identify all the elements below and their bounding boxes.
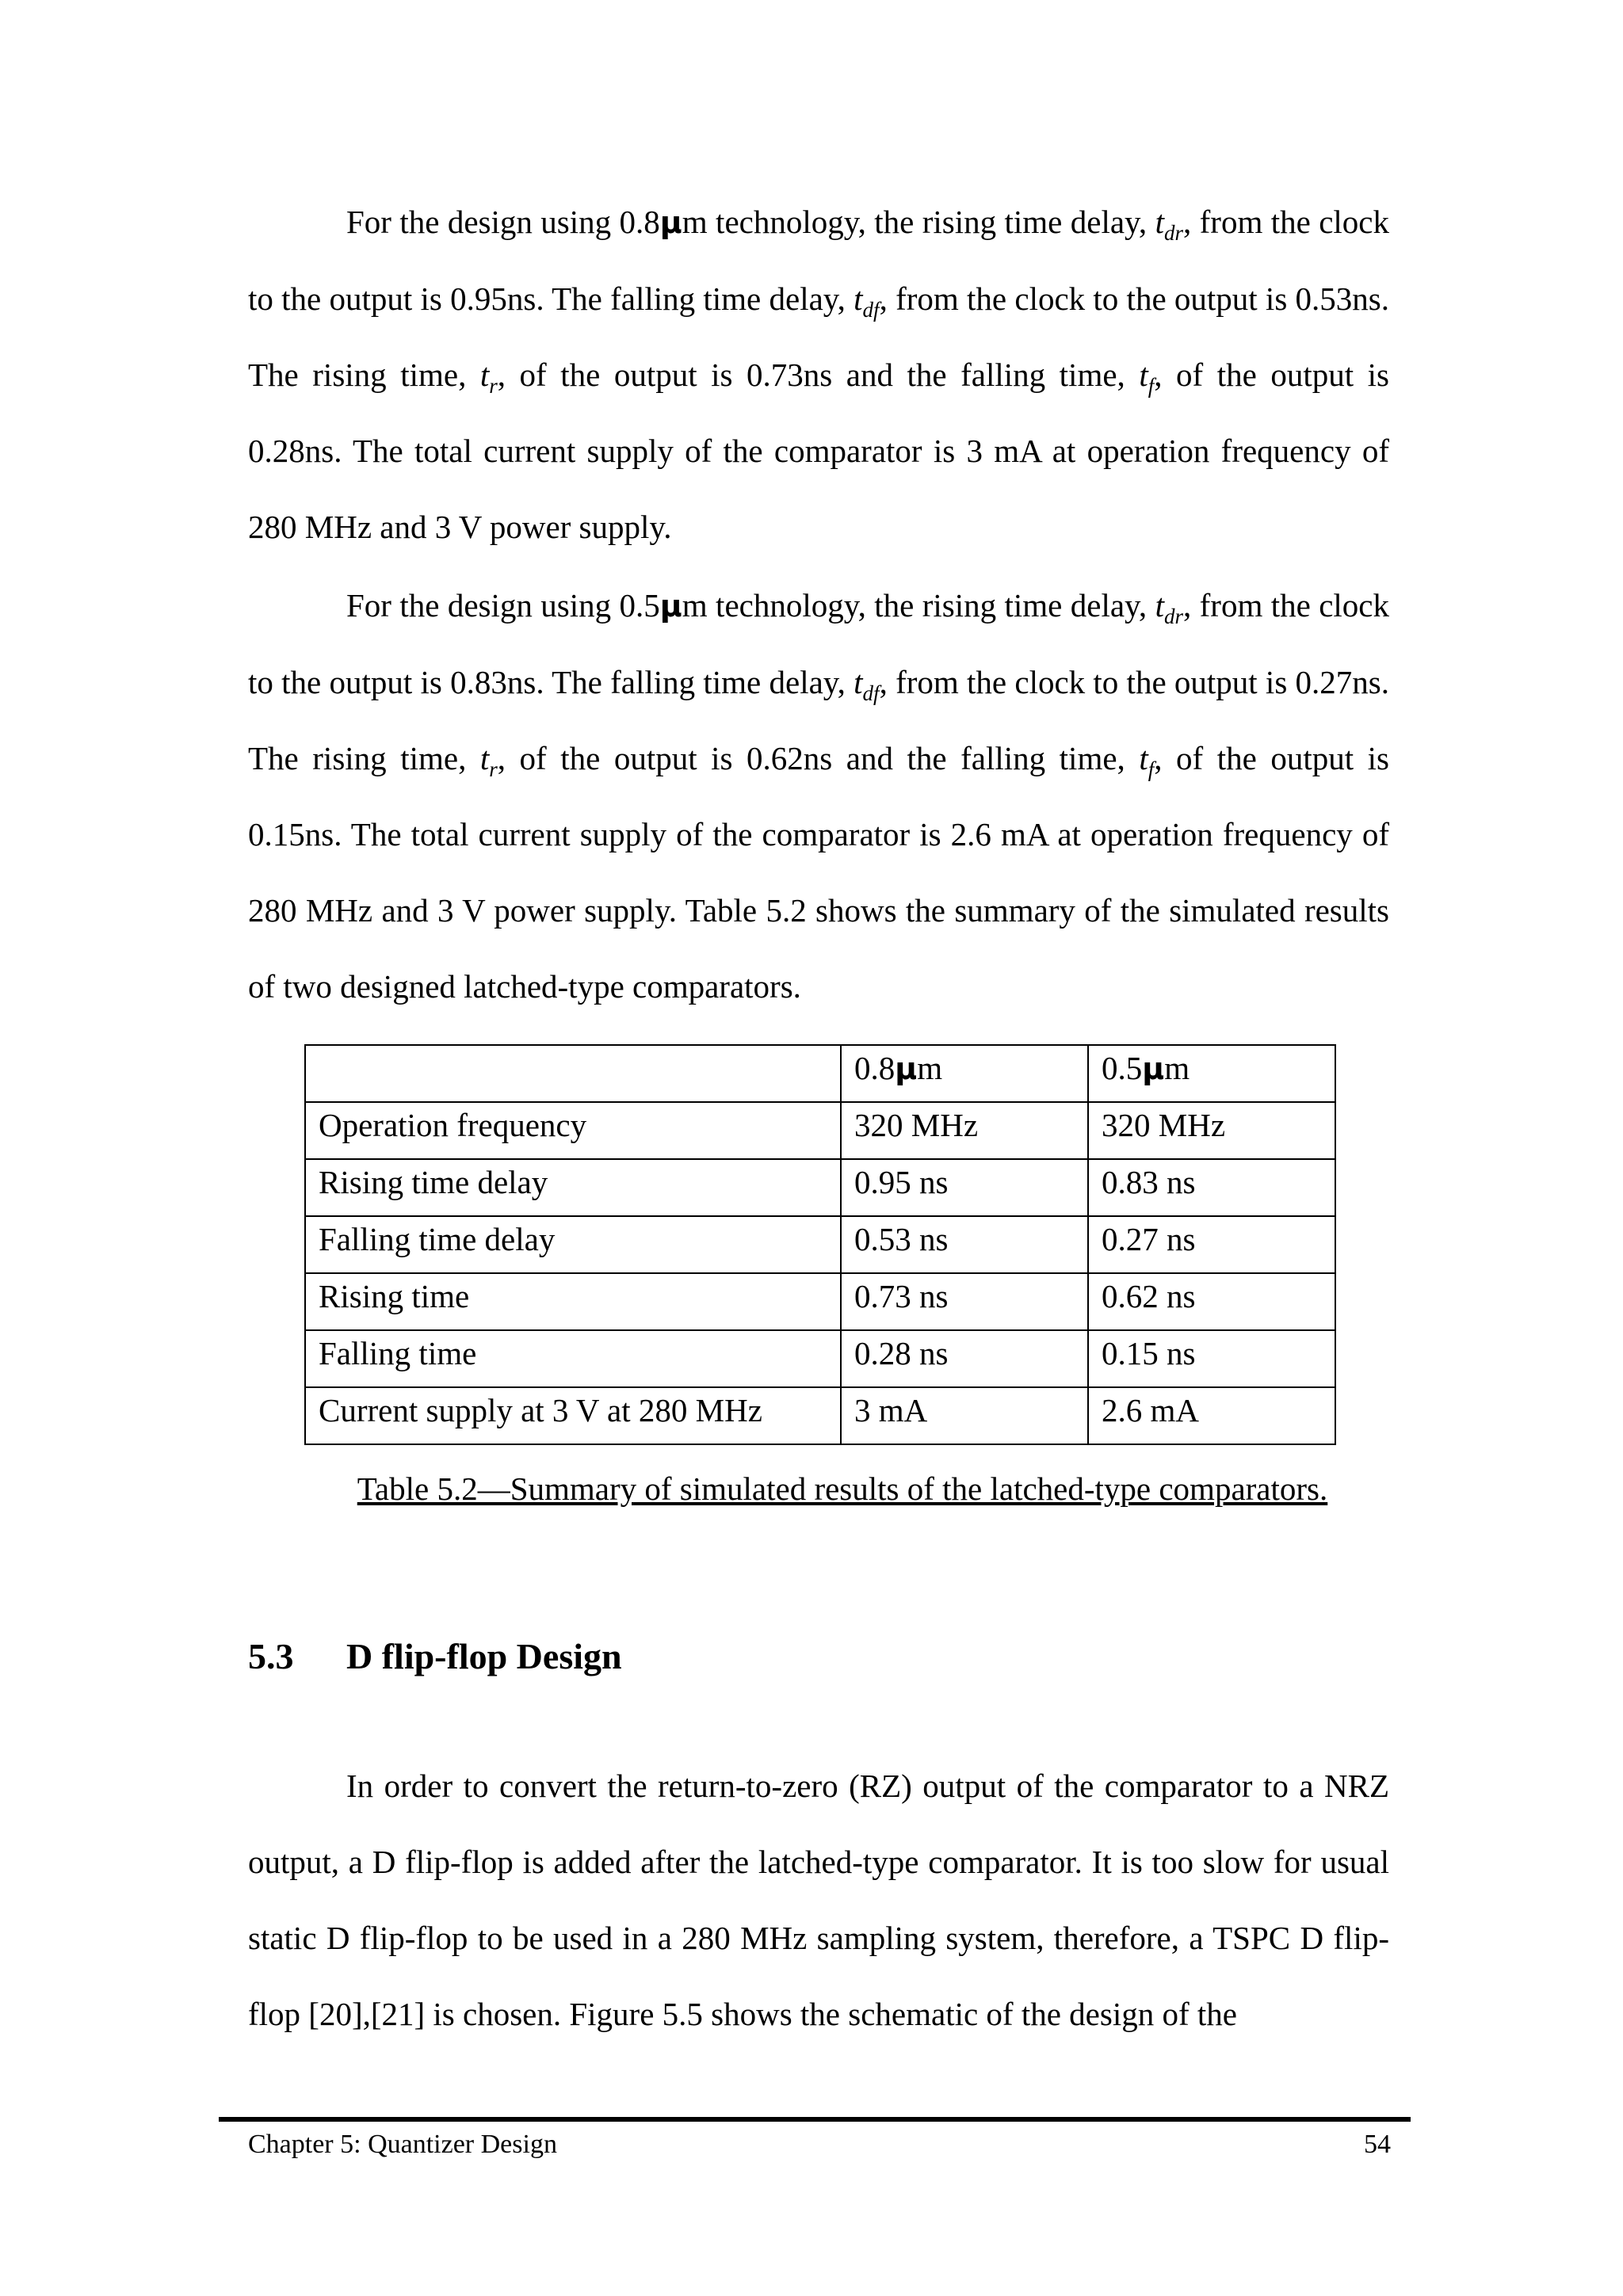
- paragraph-1: [248, 184, 1389, 565]
- footer-rule: [219, 2117, 1411, 2122]
- table-row: [305, 1387, 1335, 1444]
- text-span: , from the clock to the output is 0.95ns. The falling time delay,: [248, 204, 1390, 317]
- table-row: [305, 1216, 1335, 1273]
- cell-value: 0.83 ns: [1088, 1159, 1335, 1216]
- text-span: , of the output is 0.28ns. The total current supply of the comparator is 3 mA at operation frequency of 280 MHz and 3 V power supply.: [248, 357, 1389, 545]
- cell-value: 0.15 ns: [1088, 1330, 1335, 1387]
- section-heading: [248, 1635, 622, 1677]
- variable-t: t: [854, 664, 863, 700]
- cell-value: 0.95 ns: [841, 1159, 1088, 1216]
- variable-t: t: [479, 357, 490, 393]
- mu-symbol: µ: [659, 205, 682, 240]
- cell-value: 320 MHz: [841, 1102, 1088, 1159]
- text-span: , of the output is 0.73ns and the falling time,: [497, 357, 1140, 393]
- row-label: Current supply at 3 V at 280 MHz: [305, 1387, 841, 1444]
- section-title: D flip-flop Design: [346, 1636, 622, 1676]
- text-span: , from the clock to the output is 0.83ns. The falling time delay,: [248, 587, 1390, 700]
- subscript-f: f: [1148, 374, 1155, 398]
- cell-value: 3 mA: [841, 1387, 1088, 1444]
- subscript-f: f: [1148, 757, 1155, 781]
- section-number: 5.3: [248, 1636, 294, 1676]
- header-text: 0.8: [854, 1050, 896, 1086]
- cell-value: 320 MHz: [1088, 1102, 1335, 1159]
- variable-t: t: [1139, 740, 1148, 776]
- text-span: , of the output is 0.62ns and the falling time,: [497, 740, 1140, 776]
- subscript-df: df: [862, 681, 880, 705]
- table-header-row: [305, 1045, 1335, 1102]
- page-number: 54: [1364, 2130, 1391, 2159]
- cell-value: 0.53 ns: [841, 1216, 1088, 1273]
- subscript-df: df: [862, 298, 880, 322]
- subscript-dr: dr: [1163, 605, 1183, 628]
- header-cell-empty: [305, 1045, 841, 1102]
- text-span: For the design using 0.5: [346, 587, 660, 624]
- mu-symbol: µ: [895, 1051, 918, 1086]
- header-cell-0-5um: [1088, 1045, 1335, 1102]
- text-span: m technology, the rising time delay,: [682, 204, 1155, 240]
- variable-t: t: [479, 740, 490, 776]
- mu-symbol: µ: [659, 589, 682, 624]
- table-row: [305, 1159, 1335, 1216]
- table-row: [305, 1102, 1335, 1159]
- variable-t: t: [1155, 204, 1164, 240]
- header-text: m: [917, 1050, 943, 1086]
- subscript-r: r: [489, 374, 498, 398]
- variable-t: t: [1155, 587, 1164, 624]
- results-table: [304, 1044, 1336, 1445]
- table-row: [305, 1330, 1335, 1387]
- cell-value: 2.6 mA: [1088, 1387, 1335, 1444]
- variable-t: t: [854, 280, 863, 317]
- header-text: m: [1164, 1050, 1190, 1086]
- row-label: Operation frequency: [305, 1102, 841, 1159]
- subscript-dr: dr: [1163, 221, 1183, 245]
- row-label: Falling time: [305, 1330, 841, 1387]
- cell-value: 0.73 ns: [841, 1273, 1088, 1330]
- text-span: m technology, the rising time delay,: [682, 587, 1155, 624]
- paragraph-3: [248, 1748, 1389, 2052]
- cell-value: 0.62 ns: [1088, 1273, 1335, 1330]
- table-row: [305, 1273, 1335, 1330]
- text-span: For the design using 0.8: [346, 204, 660, 240]
- header-cell-0-8um: [841, 1045, 1088, 1102]
- table-caption: Table 5.2—Summary of simulated results of the latched-type comparators.: [357, 1470, 1328, 1507]
- subscript-r: r: [489, 757, 498, 781]
- paragraph-2: [248, 567, 1389, 1024]
- text-span: In order to convert the return-to-zero (RZ) output of the comparator to a NRZ output, a D flip-flop is added after the latched-type comparator. It is too slow for usual static D flip-flop to be used in a 280 MHz sampling system, therefore, a TSPC D flip-flop [20],[21] is chosen. Figure 5.5 shows the schematic of the design of the: [248, 1768, 1389, 2032]
- row-label: Rising time: [305, 1273, 841, 1330]
- text-span: , of the output is 0.15ns. The total current supply of the comparator is 2.6 mA at operation frequency of 280 MHz and 3 V power supply. Table 5.2 shows the summary of the simulated results of two designed latched-type comparators.: [248, 740, 1389, 1005]
- variable-t: t: [1139, 357, 1148, 393]
- row-label: Falling time delay: [305, 1216, 841, 1273]
- text-span: , from the clock to the output is 0.53ns. The rising time,: [248, 280, 1389, 393]
- footer-chapter: Chapter 5: Quantizer Design: [248, 2130, 557, 2159]
- cell-value: 0.27 ns: [1088, 1216, 1335, 1273]
- cell-value: 0.28 ns: [841, 1330, 1088, 1387]
- header-text: 0.5: [1102, 1050, 1143, 1086]
- mu-symbol: µ: [1142, 1051, 1165, 1086]
- text-span: , from the clock to the output is 0.27ns. The rising time,: [248, 664, 1389, 776]
- row-label: Rising time delay: [305, 1159, 841, 1216]
